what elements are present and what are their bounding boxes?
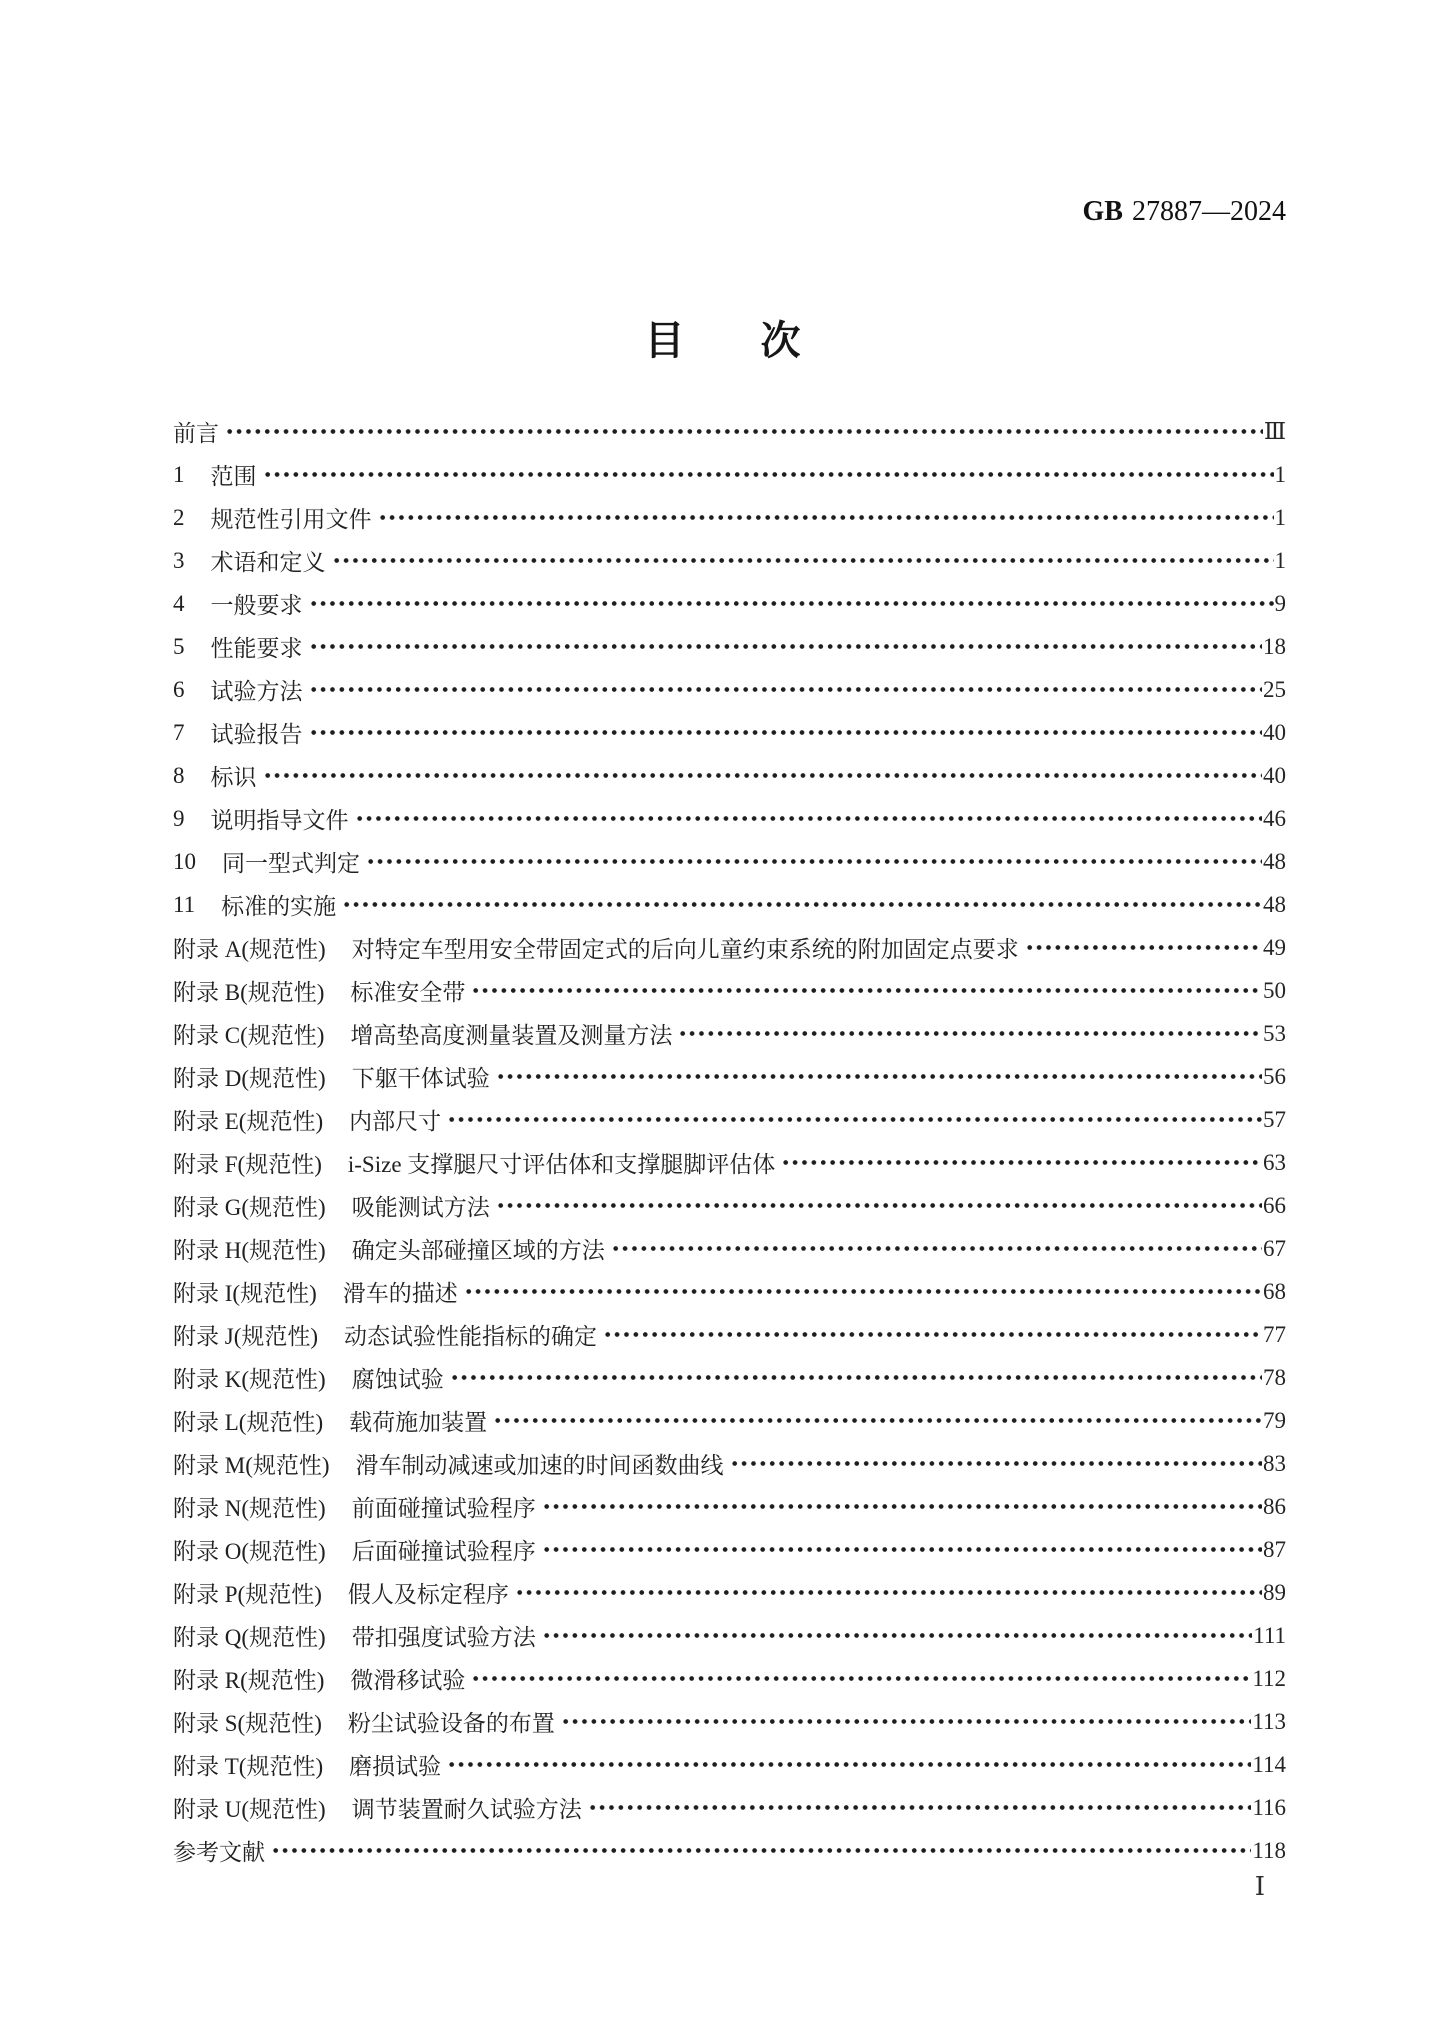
toc-entry-page: 18 <box>1263 633 1286 659</box>
toc-entry-page: 67 <box>1263 1235 1286 1261</box>
toc-entry-page: 48 <box>1263 891 1286 917</box>
dot-leader <box>464 1270 1262 1313</box>
toc-entry <box>173 883 1286 926</box>
toc-entry <box>173 1786 1286 1829</box>
toc-entry-page: 1 <box>1274 461 1286 487</box>
toc-entry-page: 116 <box>1252 1794 1286 1820</box>
dot-leader <box>447 1098 1262 1141</box>
toc-entry-number: 附录 F(规范性) <box>173 1152 322 1177</box>
toc-entry-title: 前面碰撞试验程序 <box>351 1496 536 1521</box>
toc-entry-number: 8 <box>173 762 185 788</box>
toc-entry-page: 1 <box>1274 504 1286 530</box>
toc-entry-page: 118 <box>1252 1837 1286 1863</box>
toc-entry-page: 113 <box>1252 1708 1286 1734</box>
toc-entry-page: 68 <box>1263 1278 1286 1304</box>
dot-leader <box>309 711 1263 754</box>
toc-entry-number: 附录 J(规范性) <box>173 1324 319 1349</box>
toc-entry-page: 77 <box>1263 1321 1286 1347</box>
toc-entry <box>173 754 1286 797</box>
dot-leader <box>447 1743 1251 1786</box>
toc-entry <box>173 1829 1286 1872</box>
toc-entry <box>173 797 1286 840</box>
toc-entry-title: 滑车制动减速或加速的时间函数曲线 <box>355 1453 724 1478</box>
dot-leader <box>378 496 1274 539</box>
toc-entry-number: 附录 I(规范性) <box>173 1281 317 1306</box>
toc-entry <box>173 1313 1286 1356</box>
toc-entry <box>173 711 1286 754</box>
toc-entry-title: 滑车的描述 <box>342 1281 458 1306</box>
toc-entry-number: 附录 G(规范性) <box>173 1195 326 1220</box>
dot-leader <box>678 1012 1262 1055</box>
toc-entry-title: 标准的实施 <box>221 894 337 919</box>
toc-entry-title: 带扣强度试验方法 <box>351 1625 536 1650</box>
toc-entry-title: 下躯干体试验 <box>351 1066 490 1091</box>
toc-entry-page: 49 <box>1263 934 1286 960</box>
dot-leader <box>309 625 1263 668</box>
toc-entry-title: 参考文献 <box>173 1840 265 1865</box>
toc-entry <box>173 1700 1286 1743</box>
toc-entry <box>173 582 1286 625</box>
toc-entry-title: 试验方法 <box>210 679 303 704</box>
dot-leader <box>471 969 1262 1012</box>
dot-leader <box>603 1313 1262 1356</box>
toc-entry-title: 后面碰撞试验程序 <box>351 1539 536 1564</box>
toc-entry-number: 5 <box>173 633 185 659</box>
toc-entry <box>173 840 1286 883</box>
toc-entry-title: 标准安全带 <box>350 980 466 1005</box>
toc-entry-title: 内部尺寸 <box>349 1109 442 1134</box>
toc-entry-page: 48 <box>1263 848 1286 874</box>
toc-entry <box>173 1485 1286 1528</box>
toc-entry <box>173 1227 1286 1270</box>
toc-entry-page: 86 <box>1263 1493 1286 1519</box>
toc-entry-number: 附录 T(规范性) <box>173 1754 324 1779</box>
toc-entry <box>173 1528 1286 1571</box>
toc-entry <box>173 969 1286 1012</box>
toc-entry-page: 46 <box>1263 805 1286 831</box>
dot-leader <box>781 1141 1262 1184</box>
toc-entry-page: 40 <box>1263 762 1286 788</box>
toc-entry-number: 附录 U(规范性) <box>173 1797 326 1822</box>
dot-leader <box>496 1184 1262 1227</box>
dot-leader <box>263 453 1274 496</box>
toc-entry-title: 前言 <box>173 421 219 446</box>
folio-page-number: Ⅰ <box>1254 1872 1265 1901</box>
toc-entry <box>173 453 1286 496</box>
toc-entry <box>173 539 1286 582</box>
toc-entry-number: 附录 P(规范性) <box>173 1582 322 1607</box>
toc-entry-page: 56 <box>1263 1063 1286 1089</box>
toc-entry-number: 附录 K(规范性) <box>173 1367 326 1392</box>
toc-entry-number: 附录 B(规范性) <box>173 980 325 1005</box>
toc-entry-number: 附录 A(规范性) <box>173 937 326 962</box>
standard-code-number: 27887—2024 <box>1132 196 1286 227</box>
toc-entry-title: 术语和定义 <box>210 550 326 575</box>
toc-entry-number: 4 <box>173 590 185 616</box>
toc-entry-page: 53 <box>1263 1020 1286 1046</box>
toc-entry-number: 附录 M(规范性) <box>173 1453 330 1478</box>
dot-leader <box>332 539 1274 582</box>
toc-entry-title: 调节装置耐久试验方法 <box>351 1797 582 1822</box>
toc-entry-page: 1 <box>1274 547 1286 573</box>
toc-entry <box>173 926 1286 969</box>
toc-entry-page: 57 <box>1263 1106 1286 1132</box>
toc-entry-page: 25 <box>1263 676 1286 702</box>
toc-entry-page: 63 <box>1263 1149 1286 1175</box>
toc-entry-number: 1 <box>173 461 185 487</box>
toc-entry-page: 114 <box>1252 1751 1286 1777</box>
dot-leader <box>542 1485 1262 1528</box>
dot-leader <box>225 410 1263 453</box>
toc-entry-page: 40 <box>1263 719 1286 745</box>
dot-leader <box>366 840 1262 883</box>
toc-entry-title: 一般要求 <box>210 593 303 618</box>
toc-entry-number: 9 <box>173 805 185 831</box>
toc-entry-number: 10 <box>173 848 196 874</box>
toc-entry-title: 对特定车型用安全带固定式的后向儿童约束系统的附加固定点要求 <box>351 937 1019 962</box>
dot-leader <box>342 883 1262 926</box>
toc-entry-number: 附录 N(规范性) <box>173 1496 326 1521</box>
toc-entry <box>173 1399 1286 1442</box>
toc-entry-page: 87 <box>1263 1536 1286 1562</box>
toc-entry-number: 附录 Q(规范性) <box>173 1625 326 1650</box>
dot-leader <box>496 1055 1262 1098</box>
dot-leader <box>309 668 1263 711</box>
dot-leader <box>542 1528 1262 1571</box>
toc-entry <box>173 1270 1286 1313</box>
toc-entry-title: 磨损试验 <box>349 1754 442 1779</box>
toc-entry <box>173 1442 1286 1485</box>
toc-entry-page: Ⅲ <box>1263 418 1286 444</box>
toc-entry-number: 2 <box>173 504 185 530</box>
toc-entry-number: 附录 E(规范性) <box>173 1109 324 1134</box>
dot-leader <box>355 797 1263 840</box>
dot-leader <box>450 1356 1262 1399</box>
toc-entry-title: 试验报告 <box>210 722 303 747</box>
toc-entry-number: 附录 H(规范性) <box>173 1238 326 1263</box>
toc-entry-page: 89 <box>1263 1579 1286 1605</box>
toc-entry-page: 9 <box>1274 590 1286 616</box>
toc-entry-number: 附录 D(规范性) <box>173 1066 326 1091</box>
toc-entry-title: 腐蚀试验 <box>351 1367 444 1392</box>
toc-entry-title: 载荷施加装置 <box>349 1410 488 1435</box>
dot-leader <box>561 1700 1251 1743</box>
toc-entry <box>173 1356 1286 1399</box>
dot-leader <box>263 754 1263 797</box>
toc-entry-page: 83 <box>1263 1450 1286 1476</box>
toc-entry-title: 吸能测试方法 <box>351 1195 490 1220</box>
standard-code-prefix: GB <box>1082 196 1123 227</box>
toc-entry-title: 增高垫高度测量装置及测量方法 <box>350 1023 673 1048</box>
toc-entry-number: 7 <box>173 719 185 745</box>
toc-entry-title: 确定头部碰撞区域的方法 <box>351 1238 605 1263</box>
toc-entry <box>173 1098 1286 1141</box>
toc-entry-number: 附录 R(规范性) <box>173 1668 325 1693</box>
toc-entry-number: 11 <box>173 891 196 917</box>
toc-entry-page: 112 <box>1252 1665 1286 1691</box>
dot-leader <box>588 1786 1252 1829</box>
dot-leader <box>542 1614 1253 1657</box>
toc-entry-title: 性能要求 <box>210 636 303 661</box>
dot-leader <box>493 1399 1262 1442</box>
toc-entry <box>173 1184 1286 1227</box>
toc-entry <box>173 1141 1286 1184</box>
toc-entry <box>173 1743 1286 1786</box>
toc-entry-title: 假人及标定程序 <box>347 1582 509 1607</box>
toc-entry-number: 附录 C(规范性) <box>173 1023 325 1048</box>
dot-leader <box>730 1442 1262 1485</box>
dot-leader <box>611 1227 1262 1270</box>
toc-entry-number: 附录 O(规范性) <box>173 1539 326 1564</box>
page-title: 目 次 <box>644 318 819 363</box>
toc-entry-page: 66 <box>1263 1192 1286 1218</box>
dot-leader <box>515 1571 1262 1614</box>
toc-entry-page: 78 <box>1263 1364 1286 1390</box>
toc-entry <box>173 668 1286 711</box>
toc-entry-page: 111 <box>1253 1622 1286 1648</box>
dot-leader <box>471 1657 1251 1700</box>
toc-entry-page: 50 <box>1263 977 1286 1003</box>
dot-leader <box>1025 926 1262 969</box>
toc-entry <box>173 1571 1286 1614</box>
toc-entry <box>173 1614 1286 1657</box>
toc-entry-page: 79 <box>1263 1407 1286 1433</box>
toc-list <box>173 410 1286 1872</box>
toc-entry-title: 粉尘试验设备的布置 <box>347 1711 555 1736</box>
toc-entry <box>173 1657 1286 1700</box>
toc-entry <box>173 1055 1286 1098</box>
toc-entry-number: 附录 L(规范性) <box>173 1410 324 1435</box>
dot-leader <box>271 1829 1251 1872</box>
toc-entry-number: 6 <box>173 676 185 702</box>
toc-entry-title: 说明指导文件 <box>210 808 349 833</box>
toc-entry-title: 标识 <box>210 765 257 790</box>
toc-entry-title: 范围 <box>210 464 257 489</box>
toc-entry-title: i-Size 支撑腿尺寸评估体和支撑腿脚评估体 <box>347 1152 776 1177</box>
standard-code <box>1069 170 1286 226</box>
toc-entry-number: 附录 S(规范性) <box>173 1711 322 1736</box>
toc-entry-title: 同一型式判定 <box>222 851 360 876</box>
toc-entry-title: 动态试验性能指标的确定 <box>344 1324 598 1349</box>
toc-entry <box>173 496 1286 539</box>
toc-entry-title: 微滑移试验 <box>350 1668 466 1693</box>
toc-entry <box>173 625 1286 668</box>
toc-entry <box>173 410 1286 453</box>
dot-leader <box>309 582 1274 625</box>
toc-entry-title: 规范性引用文件 <box>210 507 372 532</box>
toc-entry <box>173 1012 1286 1055</box>
toc-entry-number: 3 <box>173 547 185 573</box>
